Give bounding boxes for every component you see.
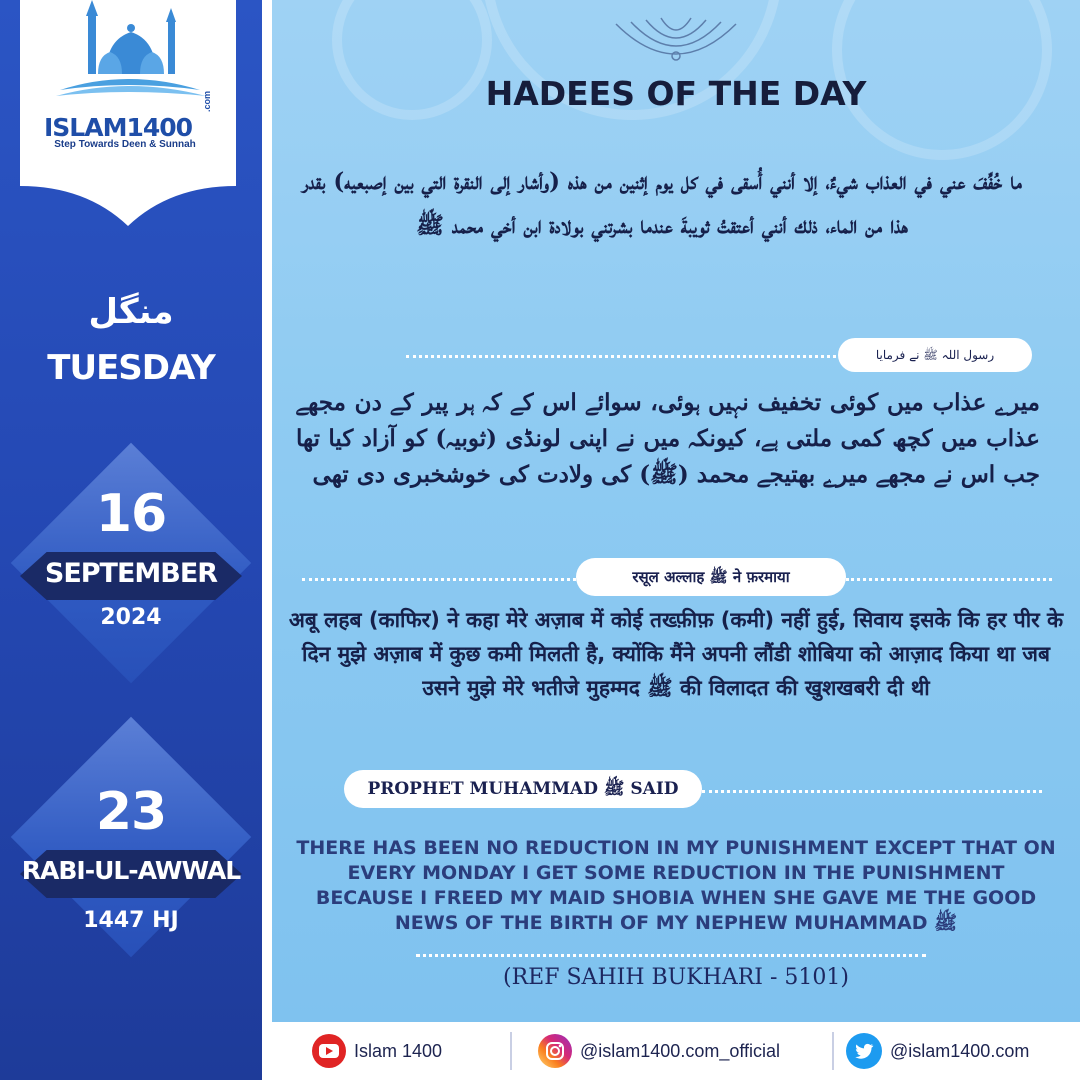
logo-tagline: Step Towards Deen & Sunnah bbox=[54, 139, 196, 150]
divider-dots bbox=[416, 954, 926, 957]
instagram-link[interactable] bbox=[538, 1022, 780, 1080]
twitter-link[interactable] bbox=[846, 1022, 1029, 1080]
hijri-month: RABI-UL-AWWAL bbox=[21, 856, 241, 885]
divider-dots bbox=[702, 790, 1042, 793]
english-label: PROPHET MUHAMMAD ﷺ SAID bbox=[367, 779, 679, 799]
mandala-ornament bbox=[606, 4, 746, 74]
hijri-day: 23 bbox=[95, 782, 167, 842]
footer bbox=[272, 1022, 1080, 1080]
hindi-hadith-text: अबू लहब (काफिर) ने कहा मेरे अज़ाब में कोई तख्फ़ीफ़ (कमी) नहीं हुई, सिवाय इसके कि हर पीर के दिन मुझे अज़ाब में कुछ कमी मिलती है, क्योंकि मैंने अपनी लौंडी शोबिया को आज़ाद किया था जब उसने मुझे मेरे भतीजे मुहम्मद ﷺ की विलादत की खुशखबरी दी थी bbox=[288, 608, 1064, 700]
gregorian-year: 2024 bbox=[100, 605, 162, 630]
hadith-reference: (REF SAHIH BUKHARI - 5101) bbox=[503, 965, 849, 990]
footer-separator bbox=[510, 1032, 512, 1070]
urdu-hadith-text: میرے عذاب میں کوئی تخفیف نہیں ہوئی، سوائے اس کے کہ ہر پیر کے دن مجھے عذاب میں کچھ کمی ملتی ہے، کیونکہ میں نے اپنی لونڈی (ثوبیہ) کو آزاد کیا تھا جب اس نے مجھے میرے بھتیجے محمد (ﷺ) کی ولادت کی خوشخبری دی تھی bbox=[296, 389, 1040, 488]
footer-separator bbox=[832, 1032, 834, 1070]
sidebar bbox=[0, 0, 262, 1080]
day-urdu: منگل bbox=[88, 292, 174, 332]
gregorian-day: 16 bbox=[95, 484, 167, 544]
divider-dots bbox=[406, 355, 836, 358]
instagram-handle: @islam1400.com_official bbox=[580, 1040, 781, 1061]
logo-com: .com bbox=[202, 90, 212, 112]
logo-text: ISLAM1400 bbox=[44, 113, 193, 142]
urdu-label-pill bbox=[838, 338, 1032, 372]
english-hadith-text: THERE HAS BEEN NO REDUCTION IN MY PUNISHMENT EXCEPT THAT ON EVERY MONDAY I GET SOME REDUCTION IN THE PUNISHMENT BECAUSE I FREED MY MAID SHOBIA WHEN SHE GAVE ME THE GOOD NEWS OF THE BIRTH OF MY NEPHEW MUHAMMAD ﷺ bbox=[296, 837, 1056, 934]
arabic-hadith-text: ما خُفِّفَ عني في العذاب شيءٌ، إلا أنني أُسقى في كل يوم إثنين من هذه (وأشار إلى النقرة التي بين إصبعيه) بقدر هذا من الماء، ذلك أنني أعتقتُ ثويبةَ عندما بشرتني بولادة ابن أخي محمد ﷺ bbox=[302, 168, 1022, 239]
page-title: HADEES OF THE DAY bbox=[485, 74, 867, 113]
gregorian-month: SEPTEMBER bbox=[44, 558, 218, 589]
sidebar-divider bbox=[262, 0, 272, 1080]
youtube-link[interactable] bbox=[312, 1022, 442, 1080]
main-panel bbox=[272, 0, 1080, 1022]
twitter-handle: @islam1400.com bbox=[890, 1040, 1030, 1061]
youtube-icon bbox=[312, 1034, 346, 1068]
hindi-label: रसूल अल्लाह ﷺ ने फ़रमाया bbox=[632, 568, 790, 586]
youtube-handle: Islam 1400 bbox=[354, 1040, 443, 1061]
divider-dots bbox=[846, 578, 1052, 581]
twitter-icon bbox=[846, 1033, 882, 1069]
english-label-pill bbox=[344, 770, 702, 808]
urdu-label: رسول اللہ ﷺ نے فرمایا bbox=[875, 348, 995, 362]
hindi-label-pill bbox=[576, 558, 846, 596]
instagram-icon bbox=[538, 1034, 572, 1068]
divider-dots bbox=[302, 578, 582, 581]
hijri-year: 1447 HJ bbox=[83, 908, 179, 933]
day-english: TUESDAY bbox=[47, 348, 215, 388]
